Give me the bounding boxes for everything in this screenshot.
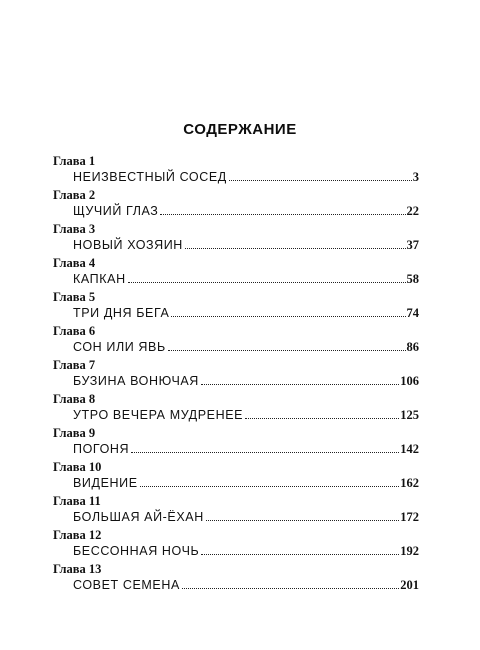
- dot-leader: [229, 180, 412, 181]
- toc-title-row: [73, 372, 419, 390]
- dot-leader: [171, 316, 405, 317]
- chapter-label: Глава 9: [53, 426, 96, 440]
- chapter-label: Глава 13: [53, 562, 102, 576]
- table-of-contents: [53, 154, 419, 596]
- chapter-title: БОЛЬШАЯ АЙ-ЁХАН: [73, 510, 204, 524]
- chapter-label: Глава 2: [53, 188, 96, 202]
- page-number: 172: [400, 510, 419, 524]
- chapter-title: ЩУЧИЙ ГЛАЗ: [73, 204, 159, 218]
- chapter-label: Глава 5: [53, 290, 96, 304]
- toc-title-row: [73, 542, 419, 560]
- page-number: 201: [400, 578, 419, 592]
- dot-leader: [201, 384, 399, 385]
- toc-title-row: [73, 440, 419, 458]
- page-number: 125: [400, 408, 419, 422]
- dot-leader: [206, 520, 399, 521]
- chapter-title: ВИДЕНИЕ: [73, 476, 138, 490]
- chapter-label: Глава 7: [53, 358, 96, 372]
- page-number: 37: [406, 238, 419, 252]
- toc-title-row: [73, 508, 419, 526]
- dot-leader: [182, 588, 399, 589]
- toc-title-row: [73, 338, 419, 356]
- chapter-title: ПОГОНЯ: [73, 442, 130, 456]
- chapter-label: Глава 11: [53, 494, 101, 508]
- toc-entry: [53, 256, 419, 290]
- toc-entry: [53, 494, 419, 528]
- chapter-label: Глава 12: [53, 528, 102, 542]
- dot-leader: [160, 214, 405, 215]
- dot-leader: [131, 452, 399, 453]
- toc-entry: [53, 290, 419, 324]
- chapter-title: НОВЫЙ ХОЗЯИН: [73, 238, 183, 252]
- page-number: 86: [406, 340, 419, 354]
- toc-entry: [53, 154, 419, 188]
- chapter-label: Глава 6: [53, 324, 96, 338]
- page-number: 58: [406, 272, 419, 286]
- chapter-title: СОН ИЛИ ЯВЬ: [73, 340, 166, 354]
- toc-entry: [53, 324, 419, 358]
- page-number: 142: [400, 442, 419, 456]
- dot-leader: [185, 248, 406, 249]
- chapter-label: Глава 10: [53, 460, 102, 474]
- dot-leader: [128, 282, 406, 283]
- toc-title-row: [73, 474, 419, 492]
- chapter-title: СОВЕТ СЕМЕНА: [73, 578, 180, 592]
- toc-title-row: [73, 270, 419, 288]
- dot-leader: [245, 418, 399, 419]
- page-number: 106: [400, 374, 419, 388]
- chapter-title: КАПКАН: [73, 272, 126, 286]
- page-number: 192: [400, 544, 419, 558]
- dot-leader: [201, 554, 399, 555]
- toc-title-row: [73, 236, 419, 254]
- chapter-title: УТРО ВЕЧЕРА МУДРЕНЕЕ: [73, 408, 244, 422]
- chapter-label: Глава 8: [53, 392, 96, 406]
- page-number: 22: [406, 204, 419, 218]
- dot-leader: [140, 486, 400, 487]
- toc-title-row: [73, 406, 419, 424]
- toc-entry: [53, 222, 419, 256]
- toc-title-row: [73, 576, 419, 594]
- dot-leader: [168, 350, 406, 351]
- page-number: 162: [400, 476, 419, 490]
- toc-entry: [53, 562, 419, 596]
- toc-entry: [53, 528, 419, 562]
- toc-title-row: [73, 304, 419, 322]
- page-number: 74: [406, 306, 419, 320]
- toc-title-row: [73, 202, 419, 220]
- toc-entry: [53, 188, 419, 222]
- chapter-title: НЕИЗВЕСТНЫЙ СОСЕД: [73, 170, 227, 184]
- chapter-title: ТРИ ДНЯ БЕГА: [73, 306, 170, 320]
- chapter-label: Глава 4: [53, 256, 96, 270]
- toc-title-row: [73, 168, 419, 186]
- toc-entry: [53, 460, 419, 494]
- chapter-label: Глава 3: [53, 222, 96, 236]
- page-title: СОДЕРЖАНИЕ: [183, 121, 297, 138]
- toc-entry: [53, 358, 419, 392]
- chapter-label: Глава 1: [53, 154, 96, 168]
- toc-entry: [53, 392, 419, 426]
- chapter-title: БУЗИНА ВОНЮЧАЯ: [73, 374, 199, 388]
- chapter-title: БЕССОННАЯ НОЧЬ: [73, 544, 200, 558]
- toc-entry: [53, 426, 419, 460]
- page-number: 3: [412, 170, 419, 184]
